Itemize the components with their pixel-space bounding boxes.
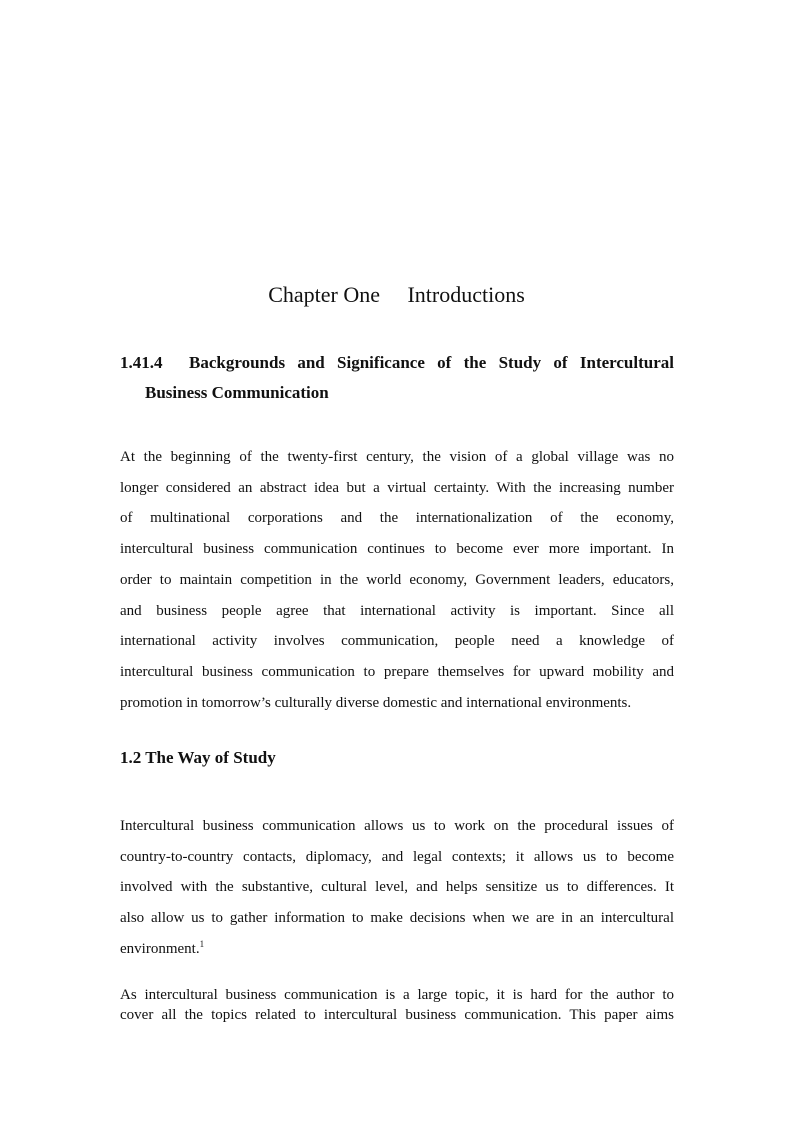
paragraph-line: longer considered an abstract idea but a virtual certainty. With the increasing number bbox=[120, 479, 674, 496]
paragraph-line: of multinational corporations and the internationalization of the economy, bbox=[120, 510, 674, 527]
paragraph-line: intercultural business communication continues to become ever more important. In bbox=[120, 541, 674, 558]
paragraph-line: order to maintain competition in the world economy, Government leaders, educators, bbox=[120, 571, 674, 588]
chapter-title: Chapter One Introductions bbox=[268, 282, 525, 307]
paragraph-line: international activity involves communication, people need a knowledge of bbox=[120, 633, 674, 650]
paragraph-line: As intercultural business communication is a large topic, it is hard for the author to bbox=[120, 987, 674, 1003]
paragraph-line-text: environment. bbox=[120, 940, 200, 957]
paragraph-line: and business people agree that international activity is important. Since all bbox=[120, 602, 674, 619]
footnote-marker[interactable]: 1 bbox=[199, 938, 205, 949]
paragraph-line: At the beginning of the twenty-first century, the vision of a global village was no bbox=[120, 449, 674, 465]
paragraph-line: country-to-country contacts, diplomacy, and legal contexts; it allows us to become bbox=[120, 848, 674, 865]
paragraph-line: also allow us to gather information to make decisions when we are in an intercultural bbox=[120, 910, 674, 927]
section-title-line-2: Business Communication bbox=[145, 383, 329, 402]
paragraph-way-of-study bbox=[120, 811, 674, 965]
paragraph-line: involved with the substantive, cultural level, and helps sensitize us to differences. It bbox=[120, 879, 674, 896]
section-heading-line-1 bbox=[120, 348, 674, 378]
section-number: 1.41.4 bbox=[120, 353, 163, 372]
paragraph-line: intercultural business communication to prepare themselves for upward mobility and bbox=[120, 663, 674, 680]
section-heading-backgrounds bbox=[120, 348, 674, 408]
section-title-line-1: Backgrounds and Significance of the Study of Intercultural bbox=[189, 353, 674, 372]
paragraph-line: cover all the topics related to intercultural business communication. This paper aims bbox=[120, 1007, 674, 1023]
paragraph-background bbox=[120, 442, 674, 718]
paragraph-line: Intercultural business communication allows us to work on the procedural issues of bbox=[120, 818, 674, 834]
section-heading-way-of-study: 1.2 The Way of Study bbox=[120, 748, 276, 767]
paragraph-scope bbox=[120, 985, 674, 1025]
paragraph-line-with-footnote bbox=[120, 934, 674, 965]
paragraph-line: promotion in tomorrow’s culturally diverse domestic and international environments. bbox=[120, 694, 632, 711]
